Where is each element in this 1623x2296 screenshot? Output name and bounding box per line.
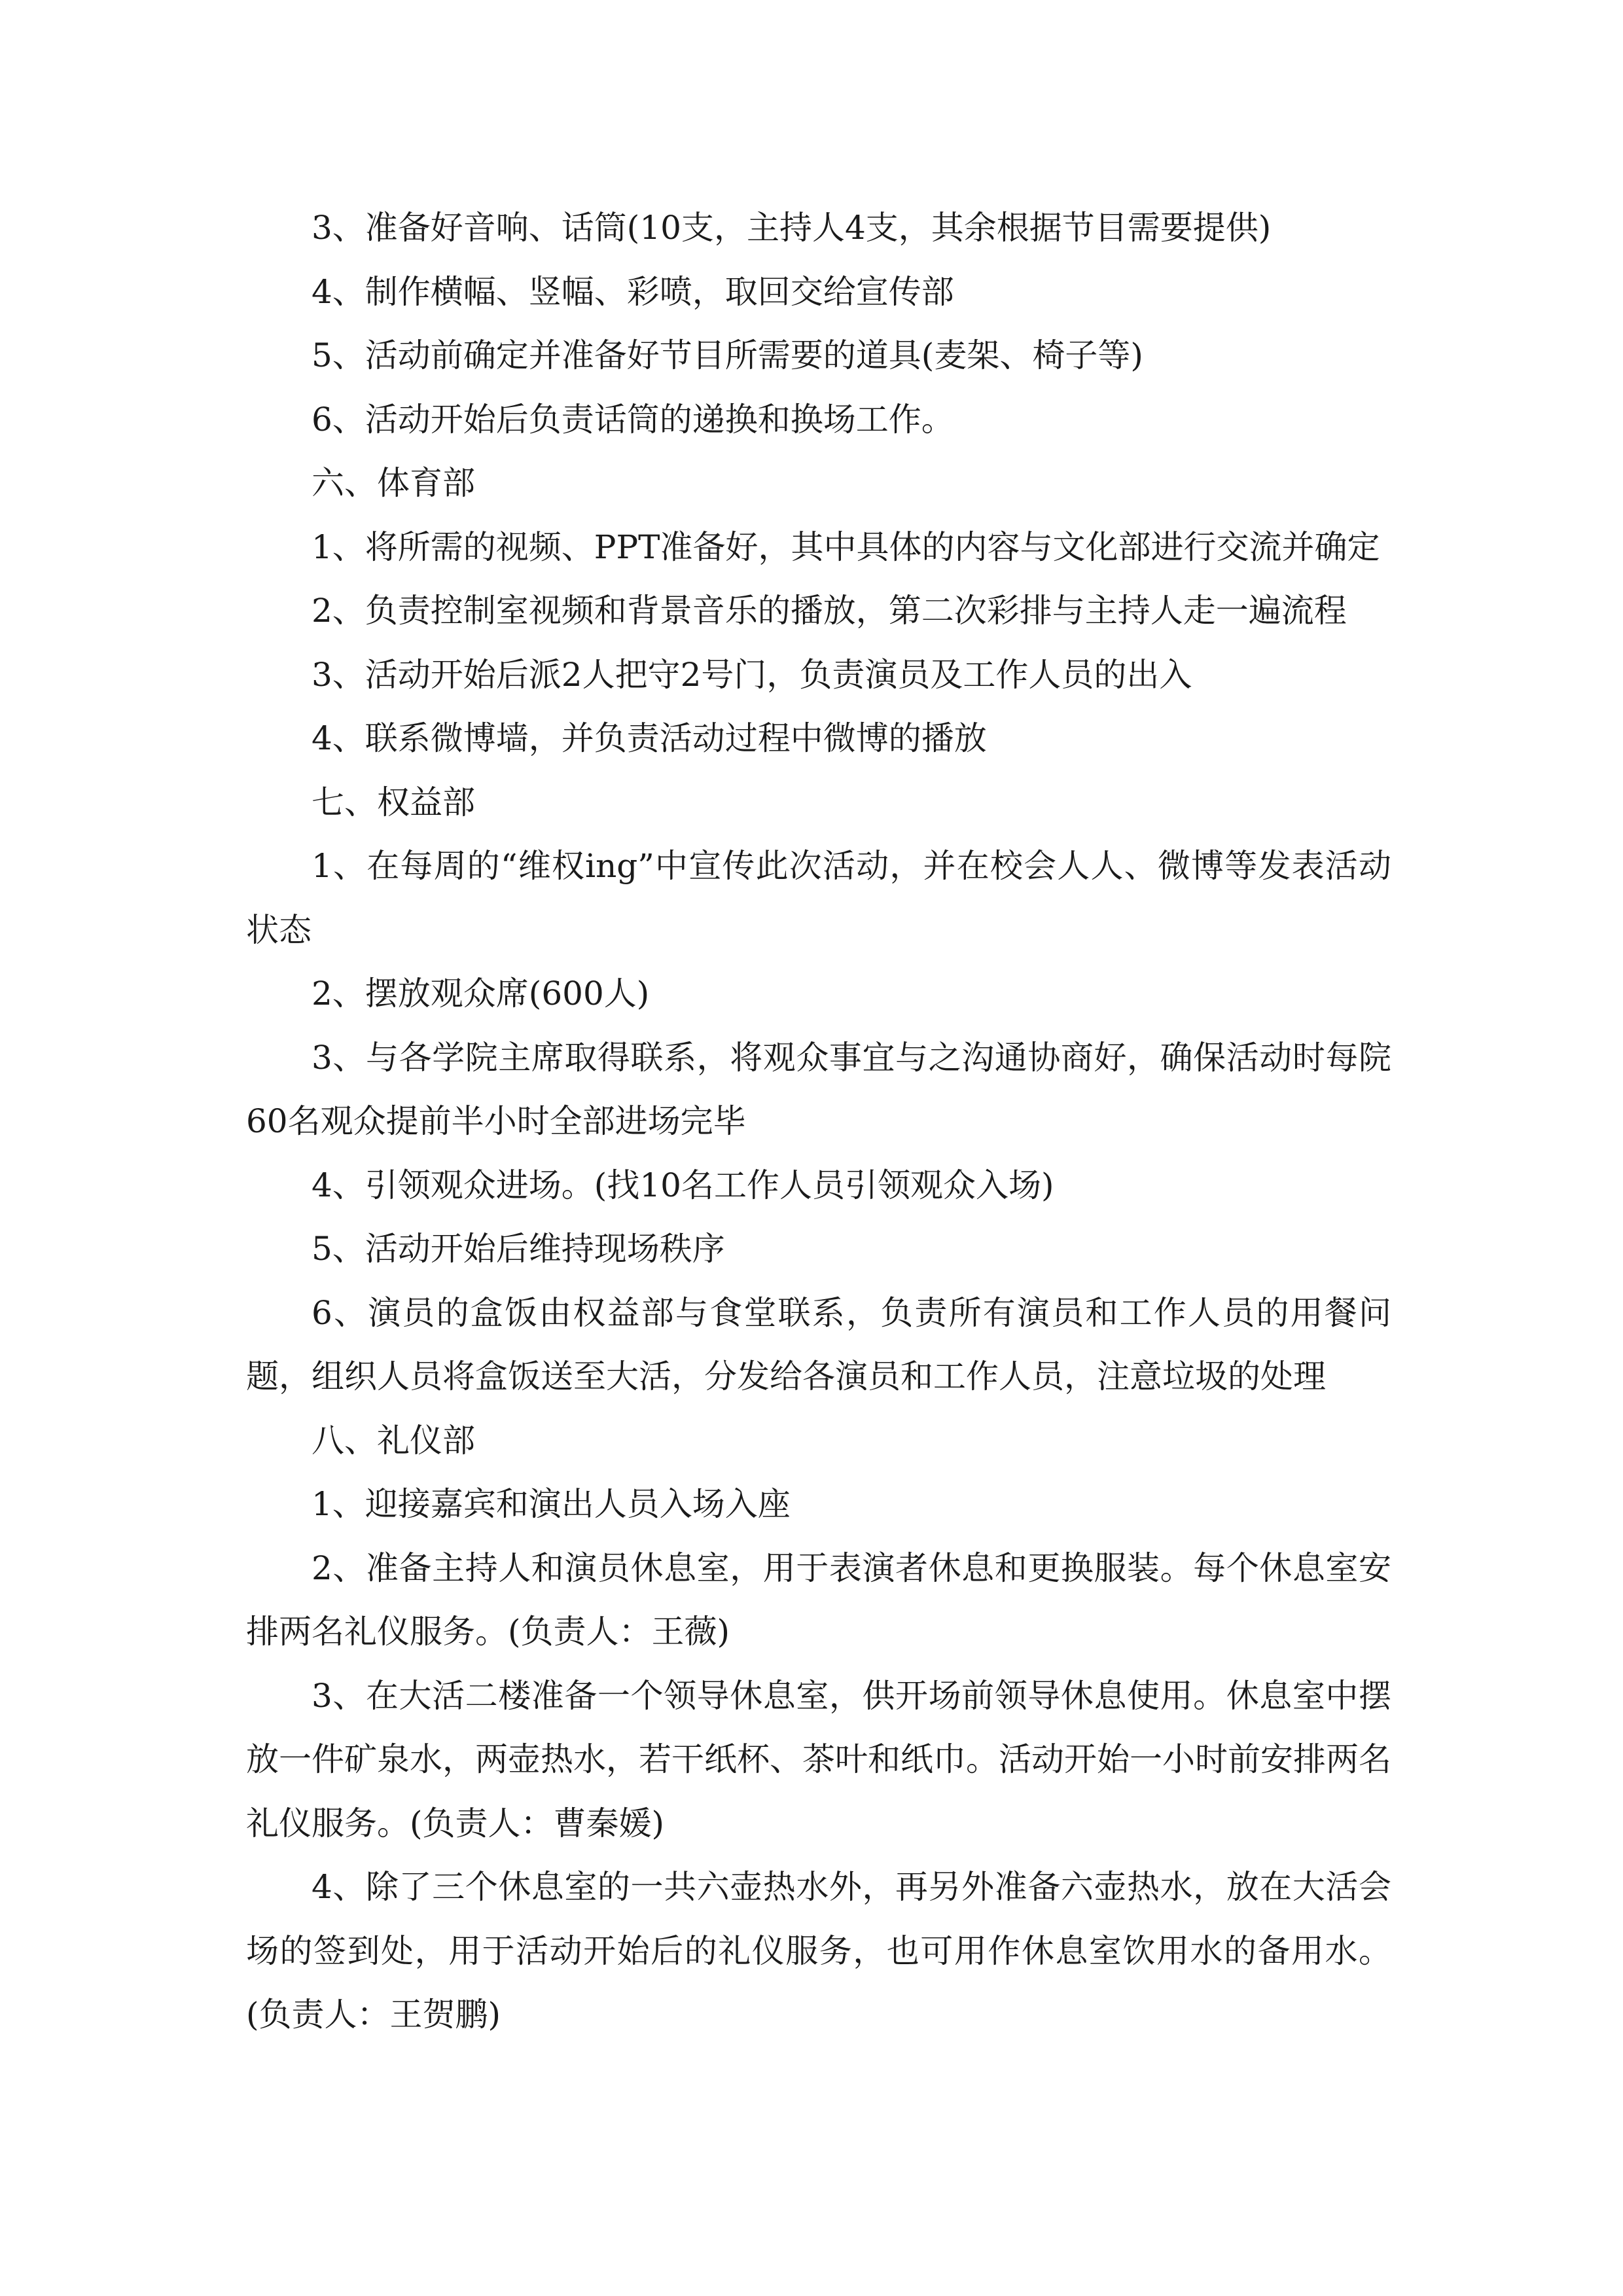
paragraph-leader-lounge: 3、在大活二楼准备一个领导休息室，供开场前领导休息使用。休息室中摆放一件矿泉水，两壶热水，若干纸杯、茶叶和纸巾。活动开始一小时前安排两名礼仪服务。(负责人：曹秦媛)	[246, 1676, 1391, 1842]
paragraph-door-guard: 3、活动开始后派2人把守2号门，负责演员及工作人员的出入	[312, 655, 1192, 694]
paragraph-audience-guide: 4、引领观众进场。(找10名工作人员引领观众入场)	[312, 1166, 1054, 1204]
paragraph-props: 5、活动前确定并准备好节目所需要的道具(麦架、椅子等)	[312, 336, 1143, 374]
paragraph-weibo-wall: 4、联系微博墙，并负责活动过程中微博的播放	[312, 719, 987, 757]
paragraph-college-contact: 3、与各学院主席取得联系，将观众事宜与之沟通协商好，确保活动时每院60名观众提前半小时全部进场完毕	[246, 1038, 1391, 1140]
paragraph-audio-mics: 3、准备好音响、话筒(10支，主持人4支，其余根据节目需要提供)	[312, 209, 1272, 247]
paragraph-control-room: 2、负责控制室视频和背景音乐的播放，第二次彩排与主持人走一遍流程	[312, 592, 1347, 630]
paragraph-greet-guests: 1、迎接嘉宾和演出人员入场入座	[312, 1485, 791, 1523]
paragraph-lounges: 2、准备主持人和演员休息室，用于表演者休息和更换服装。每个休息室安排两名礼仪服务。(负责人：王薇)	[246, 1549, 1391, 1651]
paragraph-hot-water: 4、除了三个休息室的一共六壶热水外，再另外准备六壶热水，放在大活会场的签到处，用于活动开始后的礼仪服务，也可用作休息室饮用水的备用水。(负责人：王贺鹏)	[246, 1868, 1391, 2034]
section-heading-sports: 六、体育部	[312, 464, 475, 502]
paragraph-mic-handover: 6、活动开始后负责话筒的递换和换场工作。	[312, 400, 954, 439]
section-heading-etiquette: 八、礼仪部	[312, 1421, 475, 1460]
paragraph-video-ppt: 1、将所需的视频、PPT准备好，其中具体的内容与文化部进行交流并确定	[312, 528, 1380, 566]
paragraph-order: 5、活动开始后维持现场秩序	[312, 1230, 725, 1268]
paragraph-banners: 4、制作横幅、竖幅、彩喷，取回交给宣传部	[312, 272, 954, 311]
paragraph-seating: 2、摆放观众席(600人)	[312, 975, 650, 1013]
document-body	[246, 196, 1391, 2047]
paragraph-publicity: 1、在每周的“维权ing”中宣传此次活动，并在校会人人、微博等发表活动状态	[246, 847, 1391, 949]
section-heading-rights: 七、权益部	[312, 783, 475, 821]
paragraph-meals: 6、演员的盒饭由权益部与食堂联系，负责所有演员和工作人员的用餐问题，组织人员将盒饭送至大活，分发给各演员和工作人员，注意垃圾的处理	[246, 1293, 1391, 1395]
